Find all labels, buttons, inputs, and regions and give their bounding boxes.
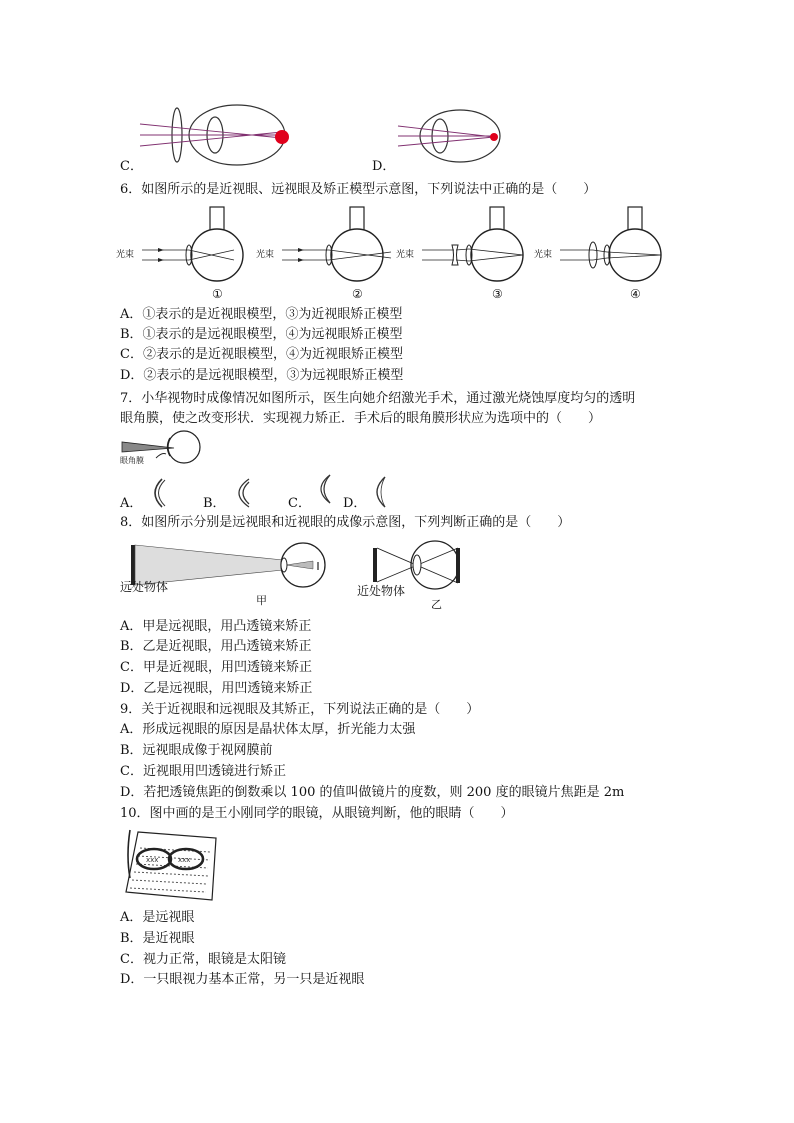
q7-figure-eye [118, 432, 208, 468]
q5-option-d[interactable]: D． [372, 159, 396, 174]
q6-label-4: ④ [630, 287, 641, 301]
q6-option-d[interactable]: D．②表示的是远视眼模型，③为远视眼矫正模型 [120, 368, 404, 383]
q8-fig-a-object: 远处物体 [120, 580, 169, 594]
q6-label-3: ③ [492, 287, 503, 301]
q8-option-b[interactable]: B．乙是近视眼，用凸透镜来矫正 [120, 639, 312, 654]
q8-figure-a [118, 540, 328, 608]
beam-label: 光束 [116, 250, 135, 260]
q7-stem-line-2: 眼角膜，使之改变形状．实现视力矫正．手术后的眼角膜形状应为选项中的（ ） [120, 411, 602, 426]
q7-cornea-b [229, 477, 251, 509]
beam-label: 光束 [256, 250, 275, 260]
svg-text:xxx: xxx [178, 856, 191, 864]
q6-stem: 6．如图所示的是近视眼、远视眼及矫正模型示意图，下列说法中正确的是（ ） [120, 182, 597, 197]
q10-stem: 10．图中画的是王小刚同学的眼镜，从眼镜判断，他的眼睛（ ） [120, 806, 514, 821]
q6-model-1 [116, 203, 251, 303]
q8-option-a[interactable]: A．甲是远视眼，用凸透镜来矫正 [120, 619, 312, 634]
q7-choice-a[interactable]: A． [120, 496, 143, 511]
q7-choice-c[interactable]: C． [288, 496, 311, 511]
q7-stem-line-1: 7．小华视物时成像情况如图所示，医生向她介绍激光手术，通过激光烧蚀厚度均匀的透明 [120, 391, 636, 406]
q9-option-c[interactable]: C．近视眼用凹透镜进行矫正 [120, 764, 286, 779]
q7-choice-d[interactable]: D． [343, 496, 367, 511]
q6-model-3 [396, 203, 531, 303]
q6-label-1: ① [212, 287, 223, 301]
q8-option-d[interactable]: D．乙是远视眼，用凹透镜来矫正 [120, 681, 313, 696]
q5-figure-c [140, 102, 300, 168]
q5-figure-d [398, 108, 508, 164]
q8-fig-b-name: 乙 [431, 598, 442, 611]
q7-choice-b[interactable]: B． [203, 496, 226, 511]
q6-figure-row [116, 203, 656, 303]
q8-figure-b [355, 540, 475, 612]
q9-stem: 9．关于近视眼和远视眼及其矫正，下列说法正确的是（ ） [120, 702, 480, 717]
q10-option-a[interactable]: A．是远视眼 [120, 910, 195, 925]
q9-option-a[interactable]: A．形成远视眼的原因是晶状体太厚，折光能力太强 [120, 722, 416, 737]
q10-figure-glasses [124, 826, 224, 904]
q9-option-d[interactable]: D．若把透镜焦距的倒数乘以 100 的值叫做镜片的度数，则 200 度的眼镜片焦距是 2m [120, 785, 625, 800]
q6-option-c[interactable]: C．②表示的是近视眼模型，④为近视眼矫正模型 [120, 347, 403, 362]
cornea-label: 眼角膜 [120, 456, 144, 465]
q6-label-2: ② [352, 287, 363, 301]
q10-option-c[interactable]: C．视力正常，眼镜是太阳镜 [120, 952, 286, 967]
q6-option-b[interactable]: B．①表示的是远视眼模型，④为远视眼矫正模型 [120, 327, 403, 342]
q7-cornea-a [146, 477, 166, 509]
q6-model-2 [256, 203, 391, 303]
q8-fig-a-name: 甲 [256, 594, 267, 607]
q8-option-c[interactable]: C．甲是近视眼，用凹透镜来矫正 [120, 660, 312, 675]
q7-cornea-d [368, 475, 388, 509]
q7-cornea-c [312, 473, 332, 505]
q8-fig-b-object: 近处物体 [357, 584, 406, 598]
beam-label: 光束 [396, 250, 415, 260]
beam-label: 光束 [534, 250, 553, 260]
q8-stem: 8．如图所示分别是远视眼和近视眼的成像示意图，下列判断正确的是（ ） [120, 515, 571, 530]
q10-option-b[interactable]: B．是近视眼 [120, 931, 195, 946]
svg-text:xxx: xxx [146, 856, 159, 864]
q5-option-c[interactable]: C． [120, 159, 143, 174]
q9-option-b[interactable]: B．远视眼成像于视网膜前 [120, 743, 273, 758]
q6-model-4 [534, 203, 669, 303]
q6-option-a[interactable]: A．①表示的是近视眼模型，③为近视眼矫正模型 [120, 307, 403, 322]
q10-option-d[interactable]: D．一只眼视力基本正常，另一只是近视眼 [120, 972, 365, 987]
